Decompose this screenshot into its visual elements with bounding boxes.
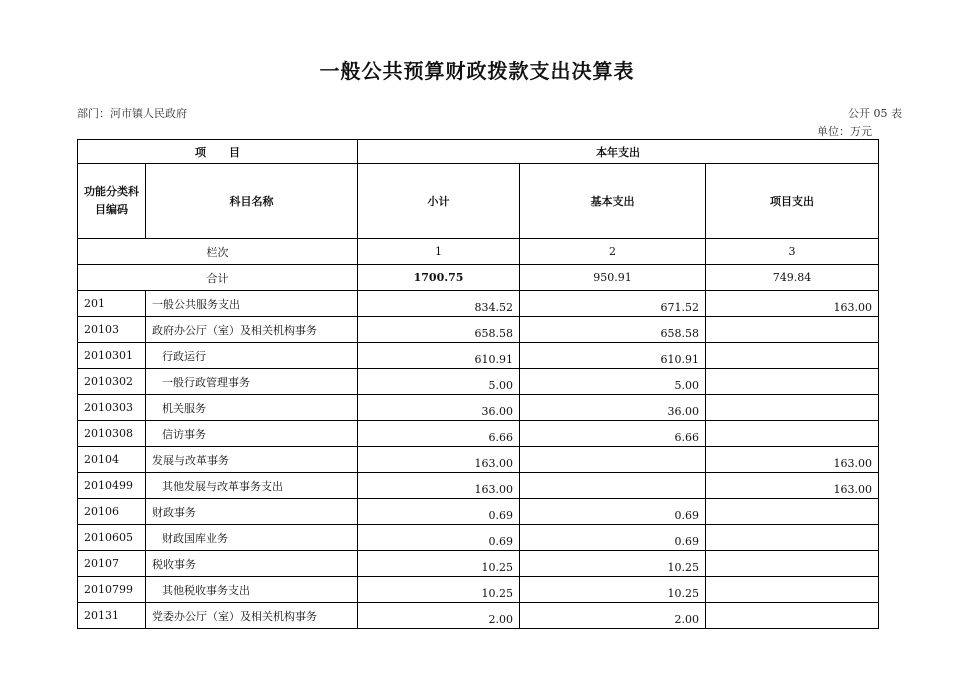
header-subtotal: 小计 bbox=[358, 164, 520, 239]
row-code: 20107 bbox=[78, 551, 146, 577]
row-subject-name: 其他税收事务支出 bbox=[146, 577, 358, 603]
total-subtotal: 1700.75 bbox=[358, 265, 520, 291]
row-project-expenditure: 163.00 bbox=[706, 473, 879, 499]
row-subject-name: 信访事务 bbox=[146, 421, 358, 447]
row-code: 2010301 bbox=[78, 343, 146, 369]
row-project-expenditure bbox=[706, 525, 879, 551]
table-row bbox=[78, 525, 879, 551]
row-code: 20103 bbox=[78, 317, 146, 343]
row-project-expenditure bbox=[706, 551, 879, 577]
row-code: 201 bbox=[78, 291, 146, 317]
total-label: 合计 bbox=[78, 265, 358, 291]
row-subject-name: 发展与改革事务 bbox=[146, 447, 358, 473]
table-row bbox=[78, 421, 879, 447]
row-code: 2010302 bbox=[78, 369, 146, 395]
row-subject-name: 财政事务 bbox=[146, 499, 358, 525]
row-code: 20131 bbox=[78, 603, 146, 629]
row-subtotal: 5.00 bbox=[358, 369, 520, 395]
header-basic-expenditure: 基本支出 bbox=[520, 164, 706, 239]
table-row bbox=[78, 551, 879, 577]
table-row bbox=[78, 577, 879, 603]
row-subtotal: 10.25 bbox=[358, 551, 520, 577]
row-project-expenditure bbox=[706, 369, 879, 395]
table-row bbox=[78, 395, 879, 421]
row-basic-expenditure: 610.91 bbox=[520, 343, 706, 369]
row-subject-name: 财政国库业务 bbox=[146, 525, 358, 551]
row-subtotal: 658.58 bbox=[358, 317, 520, 343]
table-number: 公开 05 表 bbox=[848, 107, 902, 120]
table-row bbox=[78, 343, 879, 369]
row-code: 2010605 bbox=[78, 525, 146, 551]
total-project: 749.84 bbox=[706, 265, 879, 291]
header-project: 项 目 bbox=[78, 140, 358, 164]
row-subtotal: 610.91 bbox=[358, 343, 520, 369]
header-annual-expenditure: 本年支出 bbox=[358, 140, 879, 164]
column-index-2: 2 bbox=[520, 239, 706, 265]
row-code: 2010799 bbox=[78, 577, 146, 603]
row-project-expenditure: 163.00 bbox=[706, 291, 879, 317]
row-basic-expenditure: 10.25 bbox=[520, 551, 706, 577]
row-subject-name: 税收事务 bbox=[146, 551, 358, 577]
row-project-expenditure bbox=[706, 603, 879, 629]
column-index-1: 1 bbox=[358, 239, 520, 265]
row-subtotal: 163.00 bbox=[358, 447, 520, 473]
row-project-expenditure bbox=[706, 421, 879, 447]
row-basic-expenditure bbox=[520, 447, 706, 473]
row-code: 2010308 bbox=[78, 421, 146, 447]
total-basic: 950.91 bbox=[520, 265, 706, 291]
row-project-expenditure bbox=[706, 499, 879, 525]
expenditure-table bbox=[77, 139, 879, 629]
row-subject-name: 机关服务 bbox=[146, 395, 358, 421]
header-function-code-text: 功能分类科目编码 bbox=[84, 185, 139, 216]
row-subtotal: 163.00 bbox=[358, 473, 520, 499]
header-project-expenditure: 项目支出 bbox=[706, 164, 879, 239]
page-title: 一般公共预算财政拨款支出决算表 bbox=[319, 59, 635, 83]
row-code: 2010499 bbox=[78, 473, 146, 499]
row-basic-expenditure: 658.58 bbox=[520, 317, 706, 343]
table-row bbox=[78, 447, 879, 473]
row-code: 20104 bbox=[78, 447, 146, 473]
column-index-3: 3 bbox=[706, 239, 879, 265]
row-subtotal: 0.69 bbox=[358, 499, 520, 525]
row-subtotal: 10.25 bbox=[358, 577, 520, 603]
row-basic-expenditure: 10.25 bbox=[520, 577, 706, 603]
table-row bbox=[78, 499, 879, 525]
header-function-code bbox=[78, 164, 146, 239]
column-index-label: 栏次 bbox=[78, 239, 358, 265]
row-project-expenditure bbox=[706, 343, 879, 369]
row-subtotal: 0.69 bbox=[358, 525, 520, 551]
table-row bbox=[78, 473, 879, 499]
unit-label: 单位：万元 bbox=[817, 125, 872, 138]
header-subject-name: 科目名称 bbox=[146, 164, 358, 239]
table-row bbox=[78, 369, 879, 395]
row-basic-expenditure: 6.66 bbox=[520, 421, 706, 447]
row-project-expenditure bbox=[706, 395, 879, 421]
row-basic-expenditure: 5.00 bbox=[520, 369, 706, 395]
row-subject-name: 其他发展与改革事务支出 bbox=[146, 473, 358, 499]
row-subject-name: 行政运行 bbox=[146, 343, 358, 369]
table-row bbox=[78, 291, 879, 317]
row-code: 20106 bbox=[78, 499, 146, 525]
row-subject-name: 政府办公厅（室）及相关机构事务 bbox=[146, 317, 358, 343]
row-subject-name: 党委办公厅（室）及相关机构事务 bbox=[146, 603, 358, 629]
row-subtotal: 36.00 bbox=[358, 395, 520, 421]
row-basic-expenditure: 0.69 bbox=[520, 499, 706, 525]
row-subject-name: 一般行政管理事务 bbox=[146, 369, 358, 395]
department-label: 部门：河市镇人民政府 bbox=[77, 107, 187, 120]
row-basic-expenditure: 0.69 bbox=[520, 525, 706, 551]
row-subtotal: 2.00 bbox=[358, 603, 520, 629]
row-project-expenditure: 163.00 bbox=[706, 447, 879, 473]
row-basic-expenditure: 2.00 bbox=[520, 603, 706, 629]
table-row bbox=[78, 317, 879, 343]
row-code: 2010303 bbox=[78, 395, 146, 421]
row-subtotal: 834.52 bbox=[358, 291, 520, 317]
row-basic-expenditure: 36.00 bbox=[520, 395, 706, 421]
table-body bbox=[78, 291, 879, 629]
row-subtotal: 6.66 bbox=[358, 421, 520, 447]
row-basic-expenditure bbox=[520, 473, 706, 499]
row-project-expenditure bbox=[706, 317, 879, 343]
row-basic-expenditure: 671.52 bbox=[520, 291, 706, 317]
row-project-expenditure bbox=[706, 577, 879, 603]
table-row bbox=[78, 603, 879, 629]
row-subject-name: 一般公共服务支出 bbox=[146, 291, 358, 317]
